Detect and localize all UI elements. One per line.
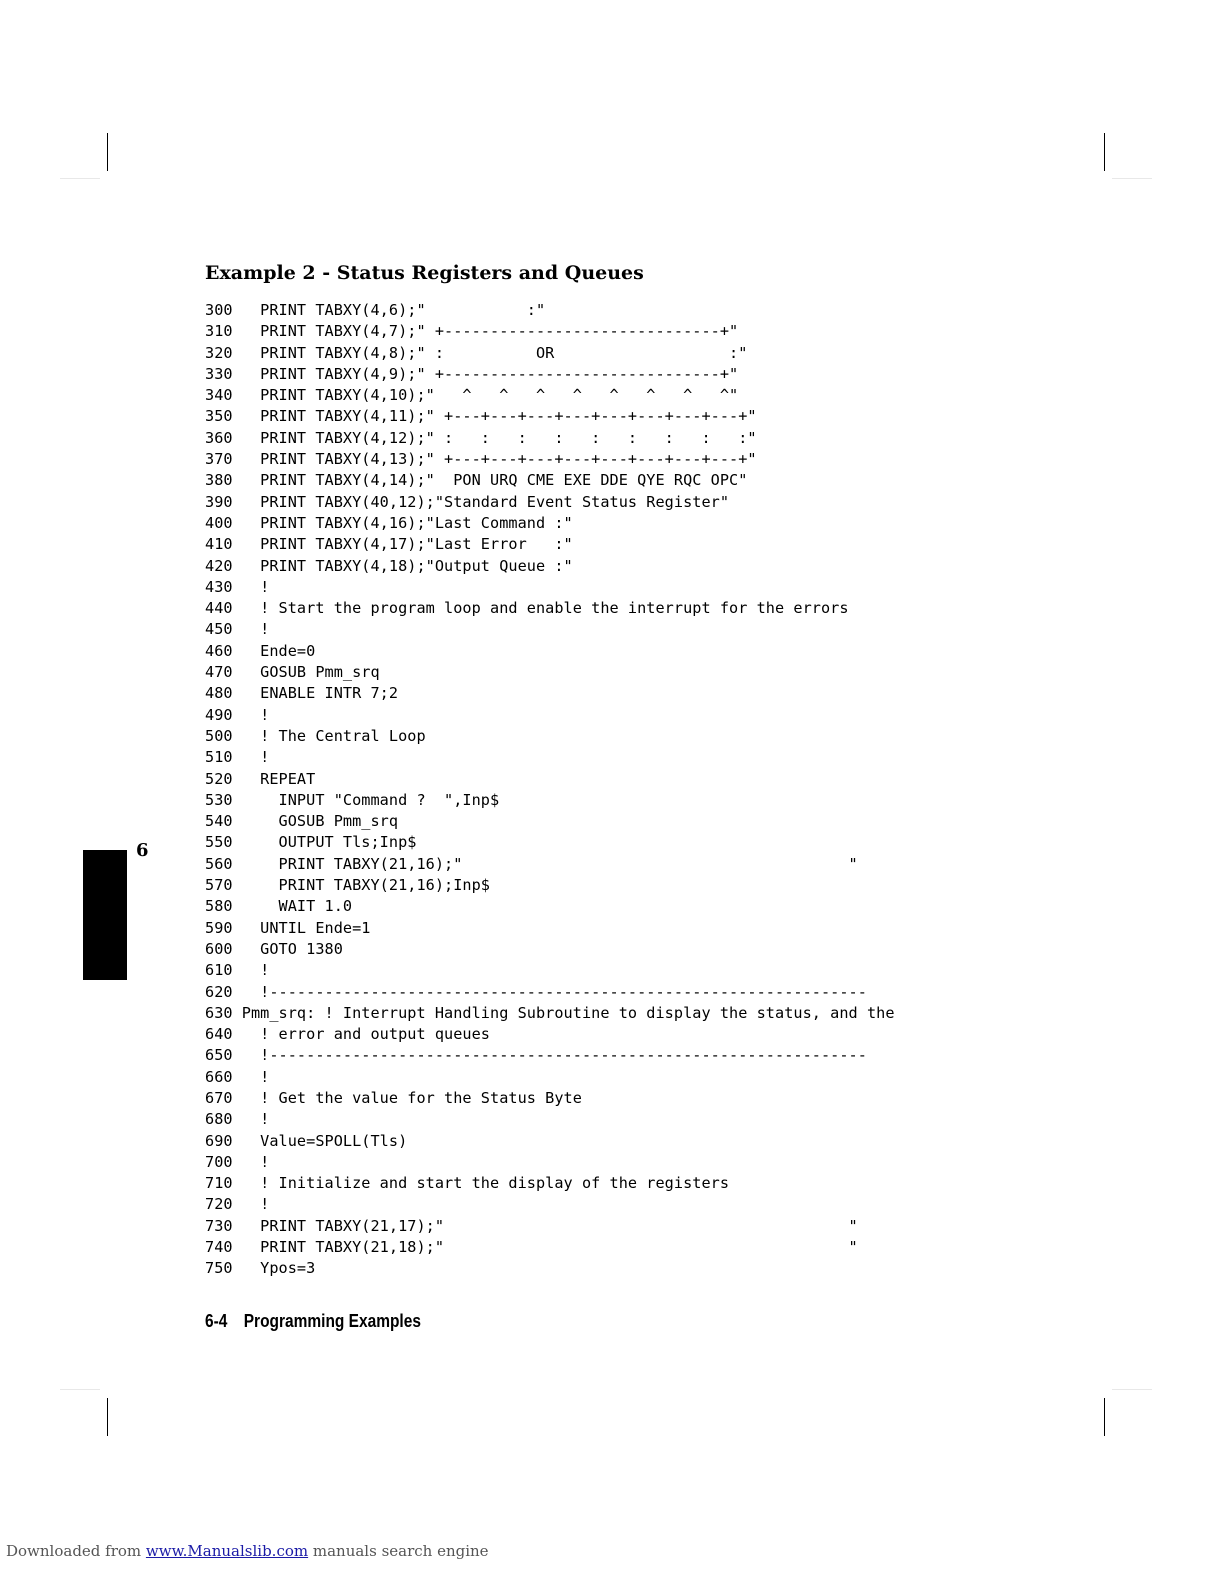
download-suffix: manuals search engine [308, 1542, 489, 1560]
code-line: 480 ENABLE INTR 7;2 [205, 684, 399, 703]
download-note [6, 1542, 489, 1560]
code-line: 300 PRINT TABXY(4,6);" :" [205, 301, 546, 319]
code-line: 440 ! Start the program loop and enable the interrupt for the errors [205, 599, 849, 618]
code-line: 330 PRINT TABXY(4,9);" +------------------------------+" [205, 364, 739, 383]
download-prefix: Downloaded from [6, 1542, 146, 1560]
code-line: 400 PRINT TABXY(4,16);"Last Command :" [205, 513, 573, 532]
code-line: 450 ! [205, 620, 270, 639]
code-line: 620 !----------------------------------------------------------------- [205, 982, 867, 1001]
code-line: 750 Ypos=3 [205, 1259, 316, 1278]
crop-mark-bottom-right [1104, 1398, 1105, 1436]
code-line: 670 ! Get the value for the Status Byte [205, 1088, 582, 1107]
guide-line-top-left [60, 178, 100, 179]
code-line: 360 PRINT TABXY(4,12);" : : : : : : : : :" [205, 428, 757, 447]
code-line: 740 PRINT TABXY(21,18);" " [205, 1238, 858, 1257]
code-line: 630 Pmm_srq: ! Interrupt Handling Subroutine to display the status, and the [205, 1003, 895, 1022]
code-line: 390 PRINT TABXY(40,12);"Standard Event Status Register" [205, 492, 730, 511]
code-line: 310 PRINT TABXY(4,7);" +------------------------------+" [205, 322, 739, 341]
code-line: 600 GOTO 1380 [205, 939, 343, 958]
chapter-tab [83, 850, 127, 980]
code-line: 430 ! [205, 577, 270, 596]
crop-mark-bottom-left [107, 1398, 108, 1436]
code-line: 380 PRINT TABXY(4,14);" PON URQ CME EXE DDE QYE RQC OPC" [205, 471, 748, 490]
code-line: 550 OUTPUT Tls;Inp$ [205, 833, 417, 852]
code-line: 660 ! [205, 1067, 270, 1086]
code-line: 530 INPUT "Command ? ",Inp$ [205, 790, 500, 809]
code-line: 350 PRINT TABXY(4,11);" +---+---+---+---+---+---+---+---+" [205, 407, 757, 426]
code-line: 420 PRINT TABXY(4,18);"Output Queue :" [205, 556, 573, 575]
crop-mark-top-right [1104, 133, 1105, 171]
code-line: 610 ! [205, 961, 270, 980]
manualslib-link[interactable]: www.Manualslib.com [145, 1542, 309, 1560]
page-number: 6-4 [205, 1311, 228, 1331]
code-line: 640 ! error and output queues [205, 1025, 491, 1044]
code-listing [205, 300, 895, 1280]
code-line: 650 !----------------------------------------------------------------- [205, 1046, 867, 1065]
code-line: 560 PRINT TABXY(21,16);" " [205, 854, 858, 873]
guide-line-bottom-left [60, 1389, 100, 1390]
code-line: 720 ! [205, 1195, 270, 1214]
code-line: 370 PRINT TABXY(4,13);" +---+---+---+---+---+---+---+---+" [205, 450, 757, 469]
code-line: 460 Ende=0 [205, 641, 316, 660]
code-line: 540 GOSUB Pmm_srq [205, 812, 399, 831]
code-line: 470 GOSUB Pmm_srq [205, 663, 380, 682]
code-line: 510 ! [205, 748, 270, 767]
code-line: 500 ! The Central Loop [205, 726, 426, 745]
chapter-tab-number: 6 [136, 840, 149, 861]
guide-line-top-right [1112, 178, 1152, 179]
code-line: 730 PRINT TABXY(21,17);" " [205, 1216, 858, 1235]
code-line: 590 UNTIL Ende=1 [205, 918, 371, 937]
code-line: 490 ! [205, 705, 270, 724]
footer-section: Programming Examples [243, 1311, 421, 1331]
code-line: 320 PRINT TABXY(4,8);" : OR :" [205, 343, 748, 362]
code-line: 410 PRINT TABXY(4,17);"Last Error :" [205, 535, 573, 554]
code-line: 520 REPEAT [205, 769, 316, 788]
code-line: 690 Value=SPOLL(Tls) [205, 1131, 408, 1150]
code-line: 680 ! [205, 1110, 270, 1129]
code-line: 710 ! Initialize and start the display of the registers [205, 1174, 730, 1193]
code-line: 340 PRINT TABXY(4,10);" ^ ^ ^ ^ ^ ^ ^ ^" [205, 386, 739, 405]
guide-line-bottom-right [1112, 1389, 1152, 1390]
code-line: 580 WAIT 1.0 [205, 897, 353, 916]
code-line: 700 ! [205, 1152, 270, 1171]
section-title: Example 2 - Status Registers and Queues [205, 262, 644, 284]
code-line: 570 PRINT TABXY(21,16);Inp$ [205, 876, 491, 895]
crop-mark-top-left [107, 133, 108, 171]
page-footer [205, 1311, 421, 1332]
